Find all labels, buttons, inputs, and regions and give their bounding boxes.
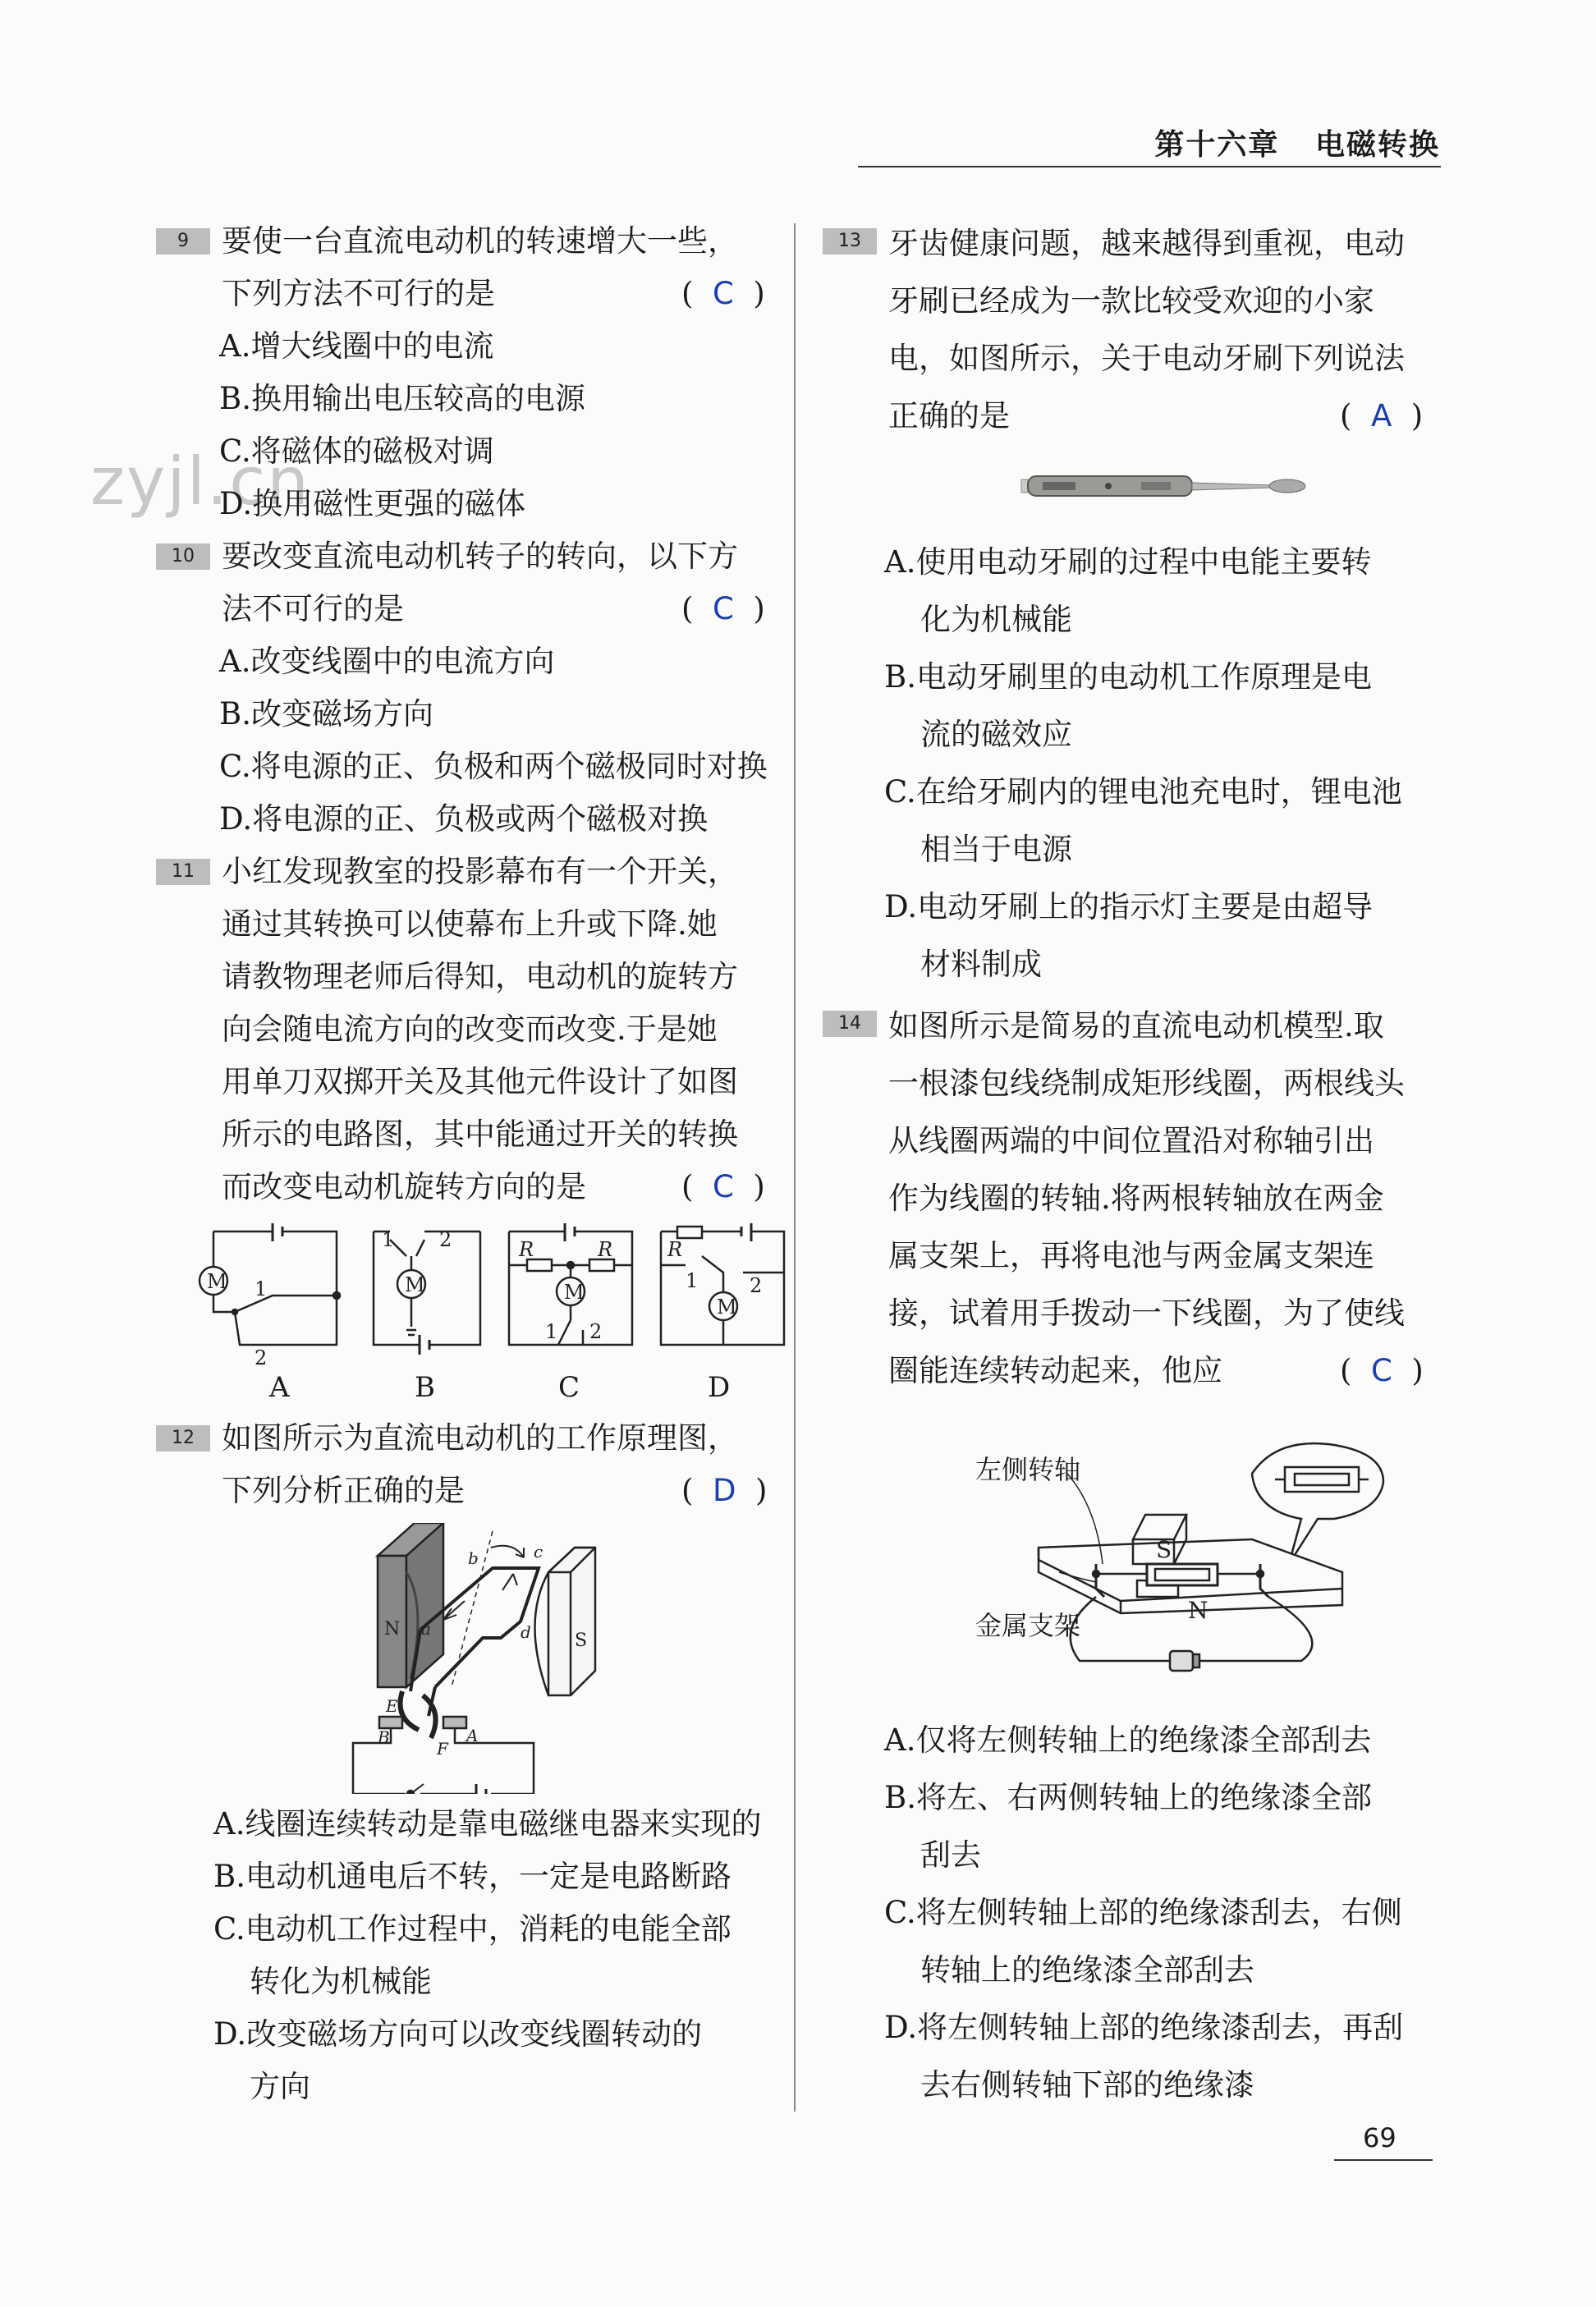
svg-text:1: 1 — [545, 1320, 558, 1343]
option-d-cont: 方向 — [250, 2069, 310, 2104]
circuit-a — [200, 1223, 340, 1369]
circuit-d — [661, 1223, 784, 1345]
option-a: A.改变线圈中的电流方向 — [219, 644, 555, 679]
page-number-rule — [1334, 2159, 1433, 2161]
option-b: B.换用输出电压较高的电源 — [219, 381, 585, 416]
option-d: D.换用磁性更强的磁体 — [219, 486, 526, 521]
option-d: D.将左侧转轴上部的绝缘漆刮去，再刮 — [884, 2010, 1404, 2045]
svg-text:2: 2 — [750, 1274, 763, 1297]
option-d-cont: 材料制成 — [920, 947, 1042, 982]
option-b: B.电动机通电后不转，一定是电路断路 — [213, 1859, 732, 1894]
question-number: 12 — [156, 1425, 210, 1452]
option-b-cont: 刮去 — [920, 1837, 981, 1873]
option-b: B.电动牙刷里的电动机工作原理是电 — [884, 659, 1372, 695]
circuit-diagrams — [197, 1223, 796, 1371]
question-number: 11 — [156, 859, 210, 885]
metal-bracket-label: 金属支架 — [975, 1610, 1081, 1641]
question-stem: 牙齿健康问题，越来越得到重视，电动 牙刷已经成为一款比较受欢迎的小家 电，如图所示，关于电动牙刷下列说法 正确的是 — [888, 226, 1405, 433]
option-c-cont: 相当于电源 — [920, 832, 1072, 867]
caption-b: B — [415, 1371, 435, 1404]
question-stem: 如图所示是简易的直流电动机模型.取 一根漆包线绕制成矩形线圈，两根线头 从线圈两端的中间位置沿对称轴引出 作为线圈的转轴.将两根转轴放在两金 属支架上，再将电池与两金属支架连 接，试着用手拨动一下线圈，为了使线 圈能连续转动起来，他应 — [888, 1008, 1405, 1388]
question-number: 9 — [156, 228, 210, 255]
option-c: C.将左侧转轴上部的绝缘漆刮去，右侧 — [884, 1895, 1402, 1930]
option-b-cont: 流的磁效应 — [920, 717, 1072, 752]
option-a: A.线圈连续转动是靠电磁继电器来实现的 — [213, 1806, 762, 1841]
answer-bracket: ( A ) — [1340, 398, 1424, 433]
chapter-title: 电磁转换 — [1314, 128, 1440, 162]
answer-letter: C — [712, 276, 734, 311]
question-stem: 如图所示为直流电动机的工作原理图， 下列分析正确的是 — [222, 1420, 738, 1508]
answer-letter: C — [1370, 1353, 1392, 1388]
svg-text:M: M — [405, 1273, 425, 1296]
toothbrush-image — [1018, 468, 1322, 504]
answer-letter: A — [1370, 398, 1392, 433]
question-stem: 要改变直流电动机转子的转向，以下方 法不可行的是 — [222, 539, 738, 626]
svg-text:B: B — [378, 1727, 390, 1747]
svg-text:M: M — [717, 1296, 737, 1319]
svg-text:1: 1 — [686, 1269, 699, 1292]
option-c: C.电动机工作过程中，消耗的电能全部 — [213, 1911, 732, 1947]
caption-a: A — [269, 1371, 290, 1404]
svg-text:d: d — [521, 1622, 531, 1642]
circuit-b — [374, 1228, 480, 1355]
option-c: C.在给牙刷内的锂电池充电时，锂电池 — [884, 774, 1402, 810]
svg-text:S: S — [575, 1630, 588, 1651]
chapter-number: 第十六章 — [1154, 128, 1280, 162]
option-d: D.将电源的正、负极或两个磁极对换 — [219, 801, 709, 837]
option-c-cont: 转化为机械能 — [250, 1964, 432, 1999]
option-a-cont: 化为机械能 — [920, 602, 1072, 637]
left-axle-label: 左侧转轴 — [975, 1454, 1081, 1485]
svg-text:A: A — [466, 1726, 479, 1745]
motor-label: M — [207, 1270, 227, 1293]
question-9-options — [219, 320, 585, 530]
svg-text:a: a — [421, 1619, 431, 1639]
watermark: zyjl.cn — [90, 443, 310, 520]
header-rule — [858, 166, 1441, 167]
svg-text:S: S — [1156, 1536, 1172, 1563]
caption-d: D — [708, 1371, 731, 1404]
question-stem: 要使一台直流电动机的转速增大一些， 下列方法不可行的是 — [222, 223, 738, 311]
question-number: 10 — [156, 543, 210, 570]
answer-letter: C — [712, 1169, 734, 1204]
option-b: B.将左、右两侧转轴上的绝缘漆全部 — [884, 1780, 1372, 1815]
option-d-cont: 去右侧转轴下部的绝缘漆 — [920, 2067, 1254, 2103]
caption-c: C — [558, 1371, 580, 1404]
option-c-cont: 转轴上的绝缘漆全部刮去 — [920, 1952, 1254, 1988]
answer-letter: C — [712, 591, 734, 626]
option-a: A.仅将左侧转轴上的绝缘漆全部刮去 — [884, 1722, 1372, 1758]
question-14-options — [884, 1712, 1403, 2114]
option-c: C.将磁体的磁极对调 — [219, 433, 494, 469]
option-b: B.改变磁场方向 — [219, 696, 433, 732]
svg-text:R: R — [667, 1238, 683, 1261]
answer-bracket: ( C ) — [681, 276, 765, 311]
svg-text:2: 2 — [255, 1346, 268, 1369]
svg-text:b: b — [468, 1548, 479, 1568]
option-a: A.使用电动牙刷的过程中电能主要转 — [884, 544, 1372, 580]
answer-bracket: ( C ) — [681, 591, 765, 626]
option-c: C.将电源的正、负极和两个磁极同时对换 — [219, 749, 768, 784]
svg-text:2: 2 — [439, 1228, 452, 1251]
svg-text:c: c — [534, 1542, 543, 1562]
circuit-c — [509, 1223, 632, 1345]
question-13-options — [884, 534, 1402, 993]
svg-text:R: R — [519, 1238, 534, 1261]
answer-letter: D — [712, 1473, 736, 1508]
question-number: 14 — [823, 1011, 877, 1037]
svg-text:1: 1 — [255, 1277, 268, 1300]
question-stem: 小红发现教室的投影幕布有一个开关， 通过其转换可以使幕布上升或下降.她 请教物理老师后得知，电动机的旋转方 向会随电流方向的改变而改变.于是她 用单刀双掷开关及其他元件设计了如图 所示的电路图，其中能通过开关的转换 而改变电动机旋转方向的是 — [222, 854, 738, 1204]
option-d: D.电动牙刷上的指示灯主要是由超导 — [884, 889, 1374, 924]
motor-principle-diagram — [345, 1523, 616, 1794]
column-divider — [794, 223, 796, 2112]
question-10-options — [219, 635, 768, 846]
answer-bracket: ( C ) — [681, 1169, 765, 1204]
svg-text:1: 1 — [382, 1228, 395, 1251]
chapter-header — [1154, 122, 1440, 163]
svg-text:N: N — [384, 1619, 401, 1640]
page-number: 69 — [1363, 2122, 1396, 2153]
answer-bracket: ( C ) — [1340, 1353, 1424, 1388]
svg-text:2: 2 — [589, 1320, 603, 1343]
svg-text:F: F — [437, 1739, 448, 1759]
question-number: 13 — [823, 228, 877, 255]
answer-bracket: ( D ) — [681, 1473, 768, 1508]
option-d: D.改变磁场方向可以改变线圈转动的 — [213, 2016, 703, 2052]
question-12-options — [213, 1798, 761, 2113]
svg-text:N: N — [1188, 1597, 1208, 1624]
svg-text:E: E — [386, 1696, 398, 1716]
svg-text:R: R — [598, 1238, 613, 1261]
svg-text:M: M — [564, 1281, 585, 1304]
option-a: A.增大线圈中的电流 — [219, 328, 494, 364]
